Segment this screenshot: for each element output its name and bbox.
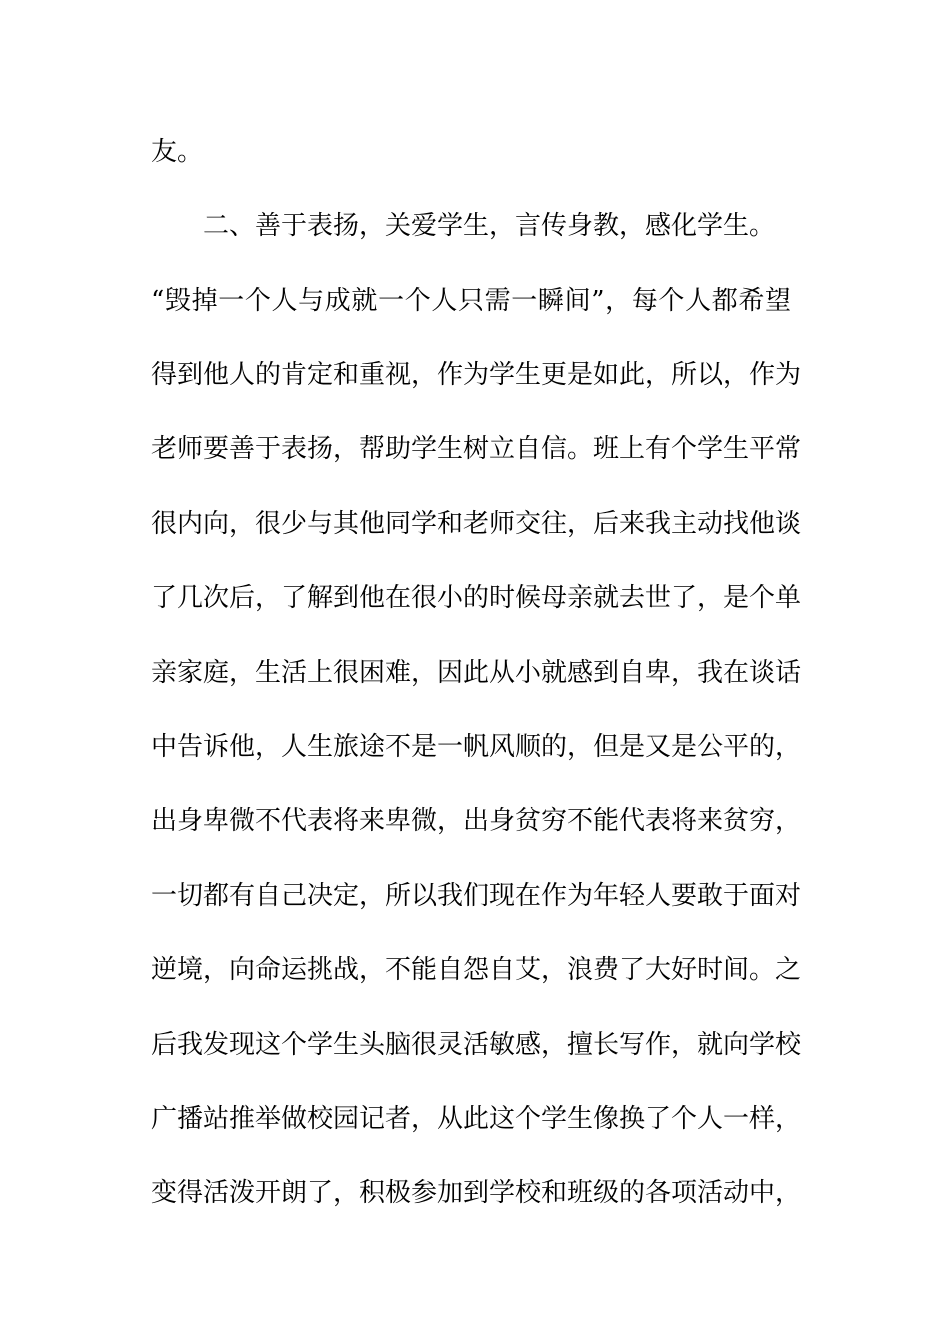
text-line-9: 中告诉他，人生旅途不是一帆风顺的，但是又是公平的， bbox=[151, 732, 802, 762]
section-heading: 二、善于表扬，关爱学生，言传身教，感化学生。 bbox=[203, 211, 776, 241]
text-line-6: 很内向，很少与其他同学和老师交往，后来我主动找他谈 bbox=[151, 509, 802, 539]
text-line-15: 变得活泼开朗了，积极参加到学校和班级的各项活动中， bbox=[151, 1178, 802, 1208]
text-line-11: 一切都有自己决定，所以我们现在作为年轻人要敢于面对 bbox=[151, 881, 802, 911]
text-line-4: 得到他人的肯定和重视，作为学生更是如此，所以，作为 bbox=[151, 360, 802, 390]
text-line-10: 出身卑微不代表将来卑微，出身贫穷不能代表将来贫穷， bbox=[151, 806, 802, 836]
text-line-13: 后我发现这个学生头脑很灵活敏感，擅长写作，就向学校 bbox=[151, 1030, 802, 1060]
text-line-8: 亲家庭，生活上很困难，因此从小就感到自卑，我在谈话 bbox=[151, 658, 802, 688]
text-line-5: 老师要善于表扬，帮助学生树立自信。班上有个学生平常 bbox=[151, 434, 802, 464]
text-line-3: “毁掉一个人与成就一个人只需一瞬间”，每个人都希望 bbox=[151, 286, 791, 316]
text-line-1: 友。 bbox=[151, 137, 204, 167]
text-line-7: 了几次后，了解到他在很小的时候母亲就去世了，是个单 bbox=[151, 583, 802, 613]
text-line-14: 广播站推举做校园记者，从此这个学生像换了个人一样， bbox=[151, 1104, 802, 1134]
text-line-12: 逆境，向命运挑战，不能自怨自艾，浪费了大好时间。之 bbox=[151, 955, 802, 985]
